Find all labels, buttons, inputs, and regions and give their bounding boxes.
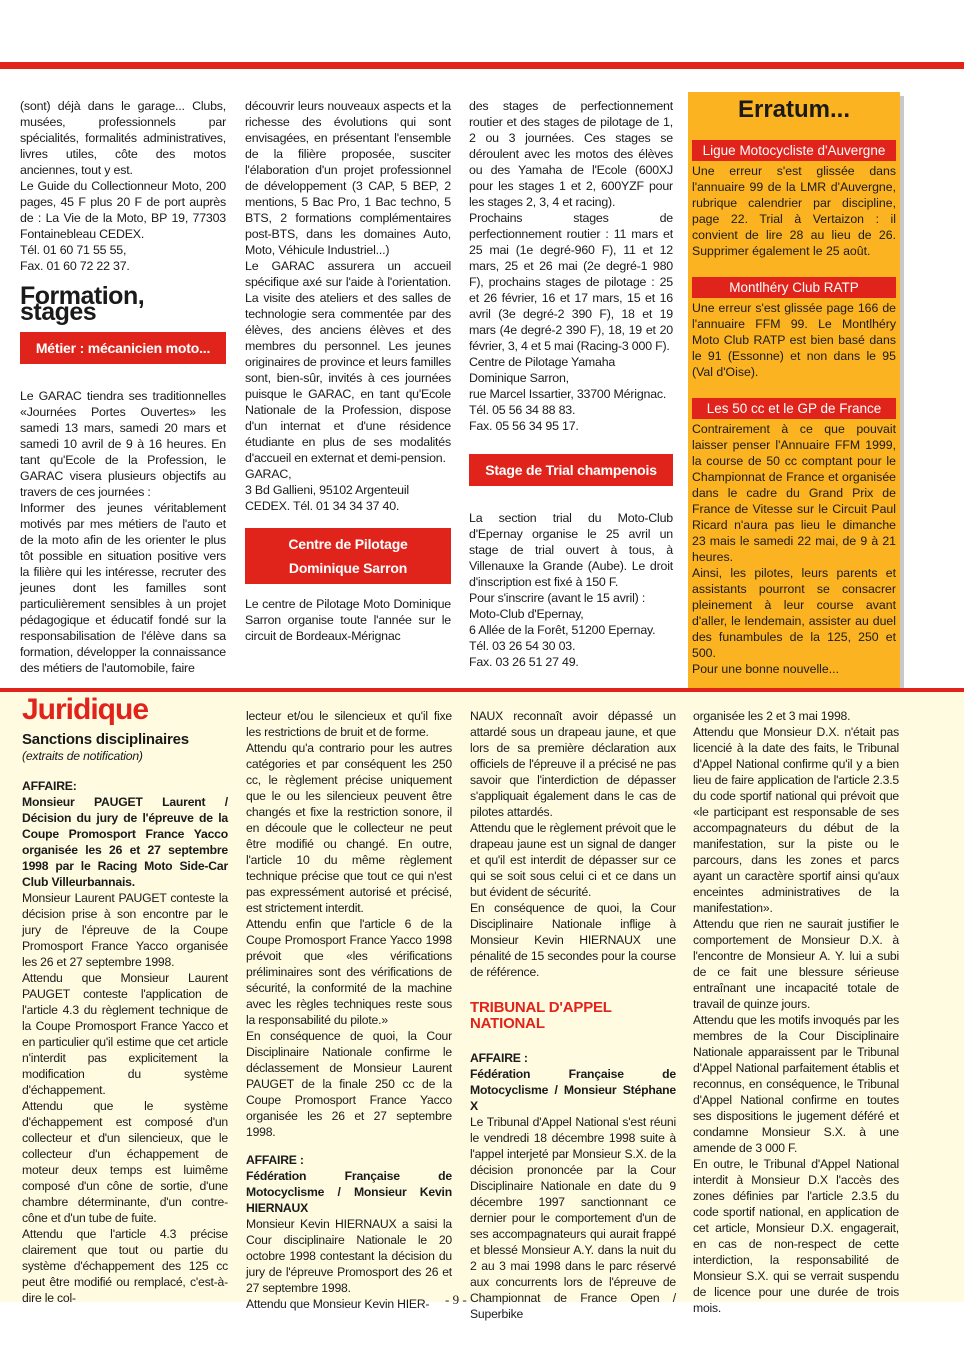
- erratum-box: [688, 92, 900, 688]
- page-number: - 9 -: [445, 1292, 467, 1307]
- juridique-title: Juridique: [22, 693, 149, 726]
- paragraph: découvrir leurs nouveaux aspects et la richesse des évolutions qui sont envisagées, en présentant l'ensemble de la filière proposée, susciter l'élaboration d'un projet professionnel de développement (3 CAP, 5 BEP, 2 mentions, 5 Bac Pro, 1 Bac techno, 5 BTS, 2 formations complémentaires post-BTS, dans les domaines Auto, Moto, Véhicule Industriel...): [245, 99, 451, 257]
- paragraph: Fax. 03 26 51 27 49.: [469, 655, 579, 669]
- paragraph: Attendu que Monsieur Kevin HIER-: [246, 1297, 430, 1311]
- erratum-title: Erratum...: [737, 96, 851, 123]
- affaire-heading: Fédération Française de Motocyclisme / Monsieur Kevin HIERNAUX: [246, 1169, 452, 1215]
- section-box-label: Métier : mécanicien moto...: [20, 332, 226, 364]
- affaire-heading: Monsieur PAUGET Laurent / Décision du jury de l'épreuve de la Coupe Promosport France Yacco organisée les 26 et 27 septembre 1998 par le Racing Moto Side-Car Club Villeurbannais.: [22, 795, 228, 889]
- paragraph: Tél. 03 26 54 30 03.: [469, 639, 576, 653]
- paragraph: 6 Allée de la Forêt, 51200 Epernay.: [469, 623, 656, 637]
- column-3: [469, 98, 673, 670]
- paragraph: En outre, le Tribunal d'Appel National interdit à Monsieur D.X l'accès des zones définies par l'article 2.3.5 du code sportif national, en application de cet article, Monsieur D.X. engagerait, en cas de non-respect de cette interdiction, la responsabilité de Monsieur S.X. qui se verrait suspendu de licence pour une durée de trois mois.: [693, 1157, 899, 1315]
- paragraph: Attendu que le règlement prévoit que le drapeau jaune est un signal de danger et qu'il est interdit de dépasser sur ce qui se soit sous celui ci et ce dans un but évident de sécurité.: [470, 821, 676, 899]
- paragraph: Attendu que rien ne saurait justifier le comportement de Monsieur D.X. à l'encontre de Monsieur A. Y. lui a subi de ce fait une blessure sérieuse entraînant une incapacité totale de travail de quinze jours.: [693, 917, 899, 1011]
- paragraph: Le centre de Pilotage Moto Dominique Sarron organise toute l'année sur le circuit de Bordeaux-Mérignac: [245, 597, 451, 643]
- paragraph: organisée les 2 et 3 mai 1998.: [693, 709, 851, 723]
- paragraph: Attendu que le système d'échappement est composé d'un collecteur et d'un silencieux, que le collecteur d'un échappement de moteur deux temps est luimême composé d'un cône de sortie, d'une chambre déterminante, d'un contre-cône et d'un tube de fuite.: [22, 1099, 228, 1225]
- tribunal-line: TRIBUNAL D'APPEL: [470, 999, 612, 1016]
- paragraph: Le Tribunal d'Appel National s'est réuni le vendredi 18 décembre 1998 suite à l'appel interjeté par Monsieur S.X. de la décision prononcée par la Cour Disciplinaire Nationale en date du 9 décembre 1997 sanctionnant ce dernier pour le comportement d'un de ses accompagnateurs qui aurait frappé et blessé Monsieur A.Y. dans la nuit du 2 au 3 mai 1998 dans le parc réservé aux concurrents lors de l'épreuve de Championnat de France Open / Superbike: [470, 1115, 676, 1321]
- erratum-text: Une erreur s'est glissée page 166 de l'annuaire FFM 99. Le Montlhéry Moto Club RATP est bien basé dans le 91 (Essonne) et non dans le 95 (Val d'Oise).: [692, 301, 896, 379]
- paragraph: Fax. 05 56 34 95 17.: [469, 419, 579, 433]
- section-box-label: Stage de Trial champenois: [469, 454, 673, 486]
- juridique-subtitle: Sanctions disciplinaires: [22, 731, 189, 748]
- paragraph: GARAC,: [245, 467, 292, 481]
- juridique-column-2: [246, 708, 452, 1312]
- top-red-rule: [0, 62, 964, 69]
- juridique-subtitle-note: (extraits de notification): [22, 749, 143, 763]
- affaire-heading: Fédération Française de Motocyclisme / Monsieur Stéphane X: [470, 1067, 676, 1113]
- paragraph: Le GARAC assurera un accueil spécifique axé sur l'aide à l'orientation. La visite des ateliers et des salles de technologie sera commentée par des élèves, des anciens élèves et des membres du personnel. Les jeunes originaires de province et leurs familles sont, bien-sûr, invités à ces journées puisque le GARAC, en tant qu'Ecole Nationale de la Profession, dispose d'un internat et d'une résidence étudiante en plus de ses modalités d'accueil en externat et demi-pension.: [245, 259, 451, 465]
- paragraph: La section trial du Moto-Club d'Epernay organise le 25 avril un stage de trial ouvert à tous, à Villenauxe la Grande (Aube). Le droit d'inscription est fixé à 150 F.: [469, 511, 673, 589]
- section-box-label: [245, 528, 451, 584]
- paragraph: Tél. 05 56 34 88 83.: [469, 403, 576, 417]
- paragraph: Monsieur Laurent PAUGET conteste la décision prise à son encontre par le jury de l'épreuve de la Coupe Promosport France Yacco organisée les 26 et 27 septembre 1998.: [22, 891, 228, 969]
- erratum-subtitle: Ligue Motocycliste d'Auvergne: [692, 140, 896, 161]
- paragraph: rue Marcel Issartier, 33700 Mérignac.: [469, 387, 667, 401]
- paragraph: Monsieur Kevin HIERNAUX a saisi la Cour disciplinaire Nationale le 20 octobre 1998 contestant la décision du jury de l'épreuve Promosport des 26 et 27 septembre 1998.: [246, 1217, 452, 1295]
- paragraph: Attendu que l'article 4.3 précise clairement que tout ou partie du système d'échappement des 125 cc peut être modifié ou remplacé, c'est-à-dire le col-: [22, 1227, 228, 1305]
- erratum-subtitle: Les 50 cc et le GP de France: [692, 398, 896, 419]
- paragraph: Le Guide du Collectionneur Moto, 200 pages, 45 F plus 20 F de port auprès de : La Vie de la Moto, BP 19, 77303 Fontainebleau CEDEX.: [20, 179, 226, 241]
- affaire-label: AFFAIRE :: [246, 1153, 304, 1167]
- paragraph: Attendu que les motifs invoqués par les membres de la Cour Disciplinaire Nationale apparaissent par le Tribunal d'Appel National parfaitement établis et reconnus, en conséquence, le Tribunal d'Appel National confirme en toutes ses dispositions le jugement déféré et condamne Monsieur S.X. à une amende de 3 000 F.: [693, 1013, 899, 1155]
- paragraph: Prochains stages de perfectionnement routier : 11 mars et 25 mai (1e degré-960 F), 11 et 12 mars, 25 et 26 mai (2e degré-1 980 F), prochains stages de pilotage : 25 et 26 février, 16 et 17 mars, 15 et 16 avril (3e degré-2 390 F), 18 et 19 mars (4e degré-2 390 F), 18, 19 et 20 février, 3, 4 et 5 mai (Racing-3 000 F).: [469, 211, 673, 353]
- paragraph: (sont) déjà dans le garage... Clubs, musées, professionnels par spécialités, formalités administratives, livres utiles, côte des motos anciennes, tout y est.: [20, 99, 226, 177]
- paragraph: Tél. 01 60 71 55 55,: [20, 243, 127, 257]
- column-1: [20, 98, 226, 676]
- paragraph: Attendu que Monsieur D.X. n'était pas licencié à la date des faits, le Tribunal d'Appel National confirme qu'il y a bien lieu de faire application de l'article 2.3.5 du code sportif national qui prévoit que «le participant est responsable de ses accompagnateurs du début de la manifestation, sur la piste ou le parcours, dans les zones et parcs ayant un caractère sportif ainsi qu'aux enceintes administratives de la manifestation».: [693, 725, 899, 915]
- paragraph: 3 Bd Gallieni, 95102 Argenteuil CEDEX. Tél. 01 34 34 37 40.: [245, 483, 409, 513]
- paragraph: Attendu que Monsieur Laurent PAUGET conteste l'application de l'article 4.3 du règlement technique de la Coupe Promosport France Yacco et en particulier qu'il estime que cet article n'interdit pas explicitement la modification du système d'échappement.: [22, 971, 228, 1097]
- paragraph: Pour s'inscrire (avant le 15 avril) :: [469, 591, 646, 605]
- erratum-text: Contrairement à ce que pouvait laisser penser l'Annuaire FFM 1999, la course de 50 cc comptant pour le Championnat de France et organisée dans le cadre du Grand Prix de France de Vitesse sur le Circuit Paul Ricard n'aura pas lieu le dimanche 23 mais le samedi 22 mai, de 9 à 21 heures.: [692, 422, 896, 564]
- juridique-column-4: [693, 708, 899, 1316]
- paragraph: Dominique Sarron,: [469, 371, 569, 385]
- paragraph: NAUX reconnaît avoir dépassé un attardé sous un drapeau jaune, et que lors de sa première déclaration aux officiels de l'épreuve il a précisé ne pas savoir que l'interdiction de dépasser s'appliquait également dans le cas de pilotes attardés.: [470, 709, 676, 819]
- paragraph: En conséquence de quoi, la Cour Disciplinaire Nationale confirme le déclassement de Monsieur Laurent PAUGET de la finale 250 cc de la Coupe Promosport France Yacco organisée les 26 et 27 septembre 1998.: [246, 1029, 452, 1139]
- paragraph: Attendu enfin que l'article 6 de la Coupe Promosport France Yacco 1998 prévoit que «les vérifications préliminaires sont des vérifications de sécurité, la conformité de la machine avec les règles techniques reste sous la responsabilité du pilote.»: [246, 917, 452, 1027]
- affaire-label: AFFAIRE:: [22, 779, 77, 793]
- paragraph: En conséquence de quoi, la Cour Disciplinaire Nationale inflige à Monsieur Kevin HIERNAUX une pénalité de 15 secondes pour la course de référence.: [470, 901, 676, 979]
- juridique-section: [0, 692, 964, 1321]
- erratum-text: Pour une bonne nouvelle...: [692, 662, 839, 676]
- tribunal-line: NATIONAL: [470, 1015, 545, 1032]
- box-line: Dominique Sarron: [288, 560, 408, 576]
- tribunal-heading: [470, 1000, 676, 1032]
- paragraph: Informer des jeunes véritablement motivés par mes métiers de l'auto et de la moto afin de les orienter le plus tôt possible en situation positive vers la filière qui les intéresse, recruter des jeunes dont les familles sont particulièrement sensibles à un projet pédagogique et éducatif fondé sur la responsabilisation de l'élève dans sa formation, développer la connaissance des métiers de l'automobile, faire: [20, 501, 226, 675]
- paragraph: Moto-Club d'Epernay,: [469, 607, 584, 621]
- erratum-text: Ainsi, les pilotes, leurs parents et assistants pourront se consacrer pleinement à leur course avant d'aller, le lendemain, assister au duel des funambules de la 125, 250 et 500.: [692, 566, 896, 660]
- section-title: Formation, stages: [20, 282, 145, 326]
- paragraph: Le GARAC tiendra ses traditionnelles «Journées Portes Ouvertes» les samedi 13 mars, samedi 20 mars et samedi 10 avril de 9 à 16 heures. En tant qu'Ecole de la Profession, le GARAC visera plusieurs objectifs au travers de ces journées :: [20, 389, 226, 499]
- paragraph: Attendu qu'a contrario pour les autres catégories et par conséquent les 250 cc, le règlement précise uniquement que le ou les silencieux peuvent être changés et fixe la restriction sonore, il en découle que le collecteur ne peut être modifié ou changé. En outre, l'article 10 du même règlement technique précise que tout ce qui n'est pas expressément autorisé et précisé, est strictement interdit.: [246, 741, 452, 915]
- juridique-column-3: [470, 708, 676, 1322]
- paragraph: lecteur et/ou le silencieux et qu'il fixe les restrictions de bruit et de forme.: [246, 709, 452, 739]
- paragraph: des stages de perfectionnement routier et des stages de pilotage de 1, 2 ou 3 journées. Ces stages se déroulent avec les motos des élèves ou des Yamaha de l'Ecole (600XJ pour les stages 1 et 2, 600YZF pour les stages 2, 3, 4 et racing).: [469, 99, 673, 209]
- paragraph: Fax. 01 60 72 22 37.: [20, 259, 130, 273]
- paragraph: Centre de Pilotage Yamaha: [469, 355, 616, 369]
- box-line: Centre de Pilotage: [288, 536, 408, 552]
- affaire-label: AFFAIRE :: [470, 1051, 528, 1065]
- column-2: [245, 98, 451, 644]
- erratum-text: Une erreur s'est glissée dans l'annuaire 99 de la LMR d'Auvergne, rubrique calendrier par discipline, page 22. Trial à Vertaizon : il convient de lire 28 au lieu de 26. Supprimer également le 25 août.: [692, 164, 896, 258]
- erratum-subtitle: Montlhéry Club RATP: [692, 277, 896, 298]
- juridique-column-1: [22, 693, 228, 1306]
